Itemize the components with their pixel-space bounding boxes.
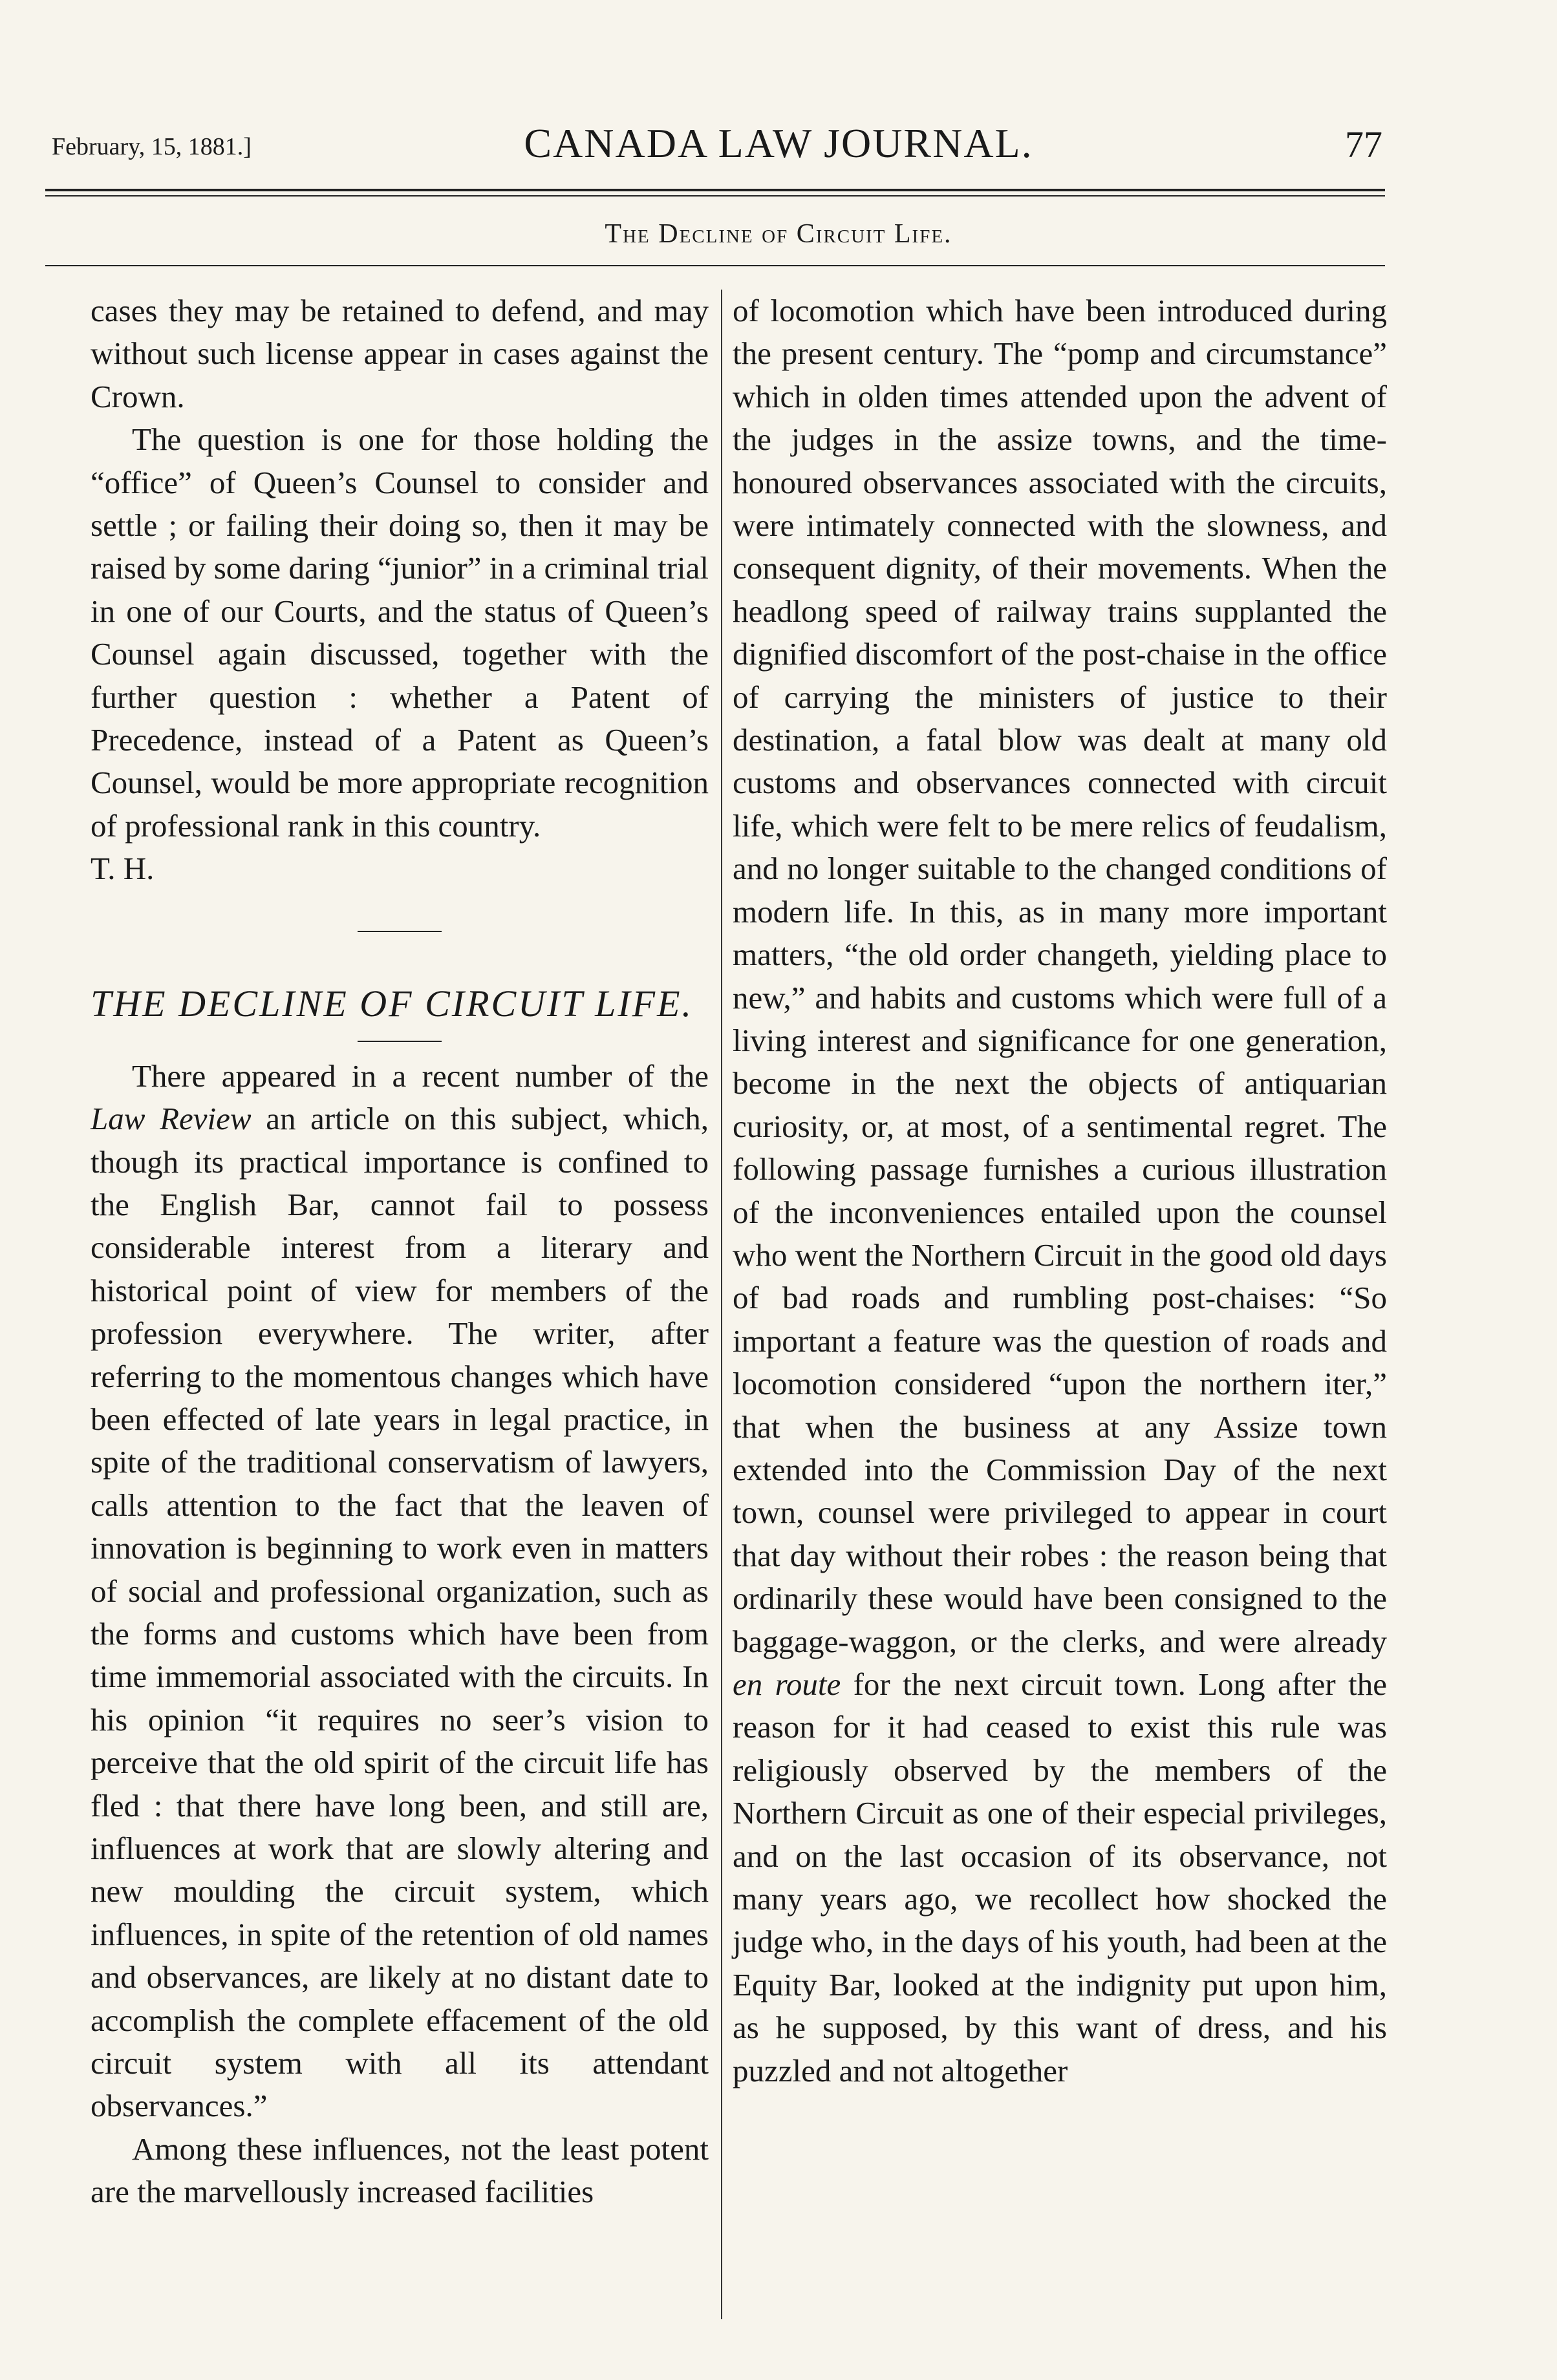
header-rule-thin bbox=[45, 195, 1385, 197]
left-column bbox=[91, 290, 709, 2214]
influences-paragraph: Among these influences, not the least potent are the marvellously increased facilities bbox=[91, 2130, 709, 2210]
column-divider bbox=[721, 290, 722, 2319]
right-column bbox=[733, 290, 1387, 2092]
continuation-paragraph: cases they may be retained to defend, and may without such license appear in cases against the Crown. bbox=[91, 293, 709, 414]
locomotion-text: of locomotion which have been introduced during the present century. The “pomp and circumstance” which in olden times attended upon the advent of the judges in the assize towns, and the time-honoured observances associated with the circuits, were intimately connected with the slowness, and consequent dignity, of their movements. When the headlong speed of railway trains supplanted the dignified discomfort of the post-chaise in the office of carrying the ministers of justice to their destination, a fatal blow was dealt at many old customs and observances connected with circuit life, which were felt to be mere relics of feudalism, and no longer suitable to the changed conditions of modern life. In this, as in many more important matters, “the old order changeth, yielding place to new,” and habits and customs which were full of a living interest and significance for one generation, become in the next the objects of antiquarian curiosity, or, at most, of a sentimental regret. The following passage furnishes a curious illustration of the inconveniences entailed upon the counsel who went the Northern Circuit in the good old days of bad roads and rumbling post-chaises: “So important a feature was the question of roads and locomotion considered “upon the northern iter,” that when the business at any Assize town extended into the Commission Day of the next town, counsel were privileged to appear in court that day without their robes : the reason being that ordinarily these would have been consigned to the baggage-waggon, or the clerks, and were already bbox=[733, 293, 1387, 1659]
journal-title: CANADA LAW JOURNAL. bbox=[524, 120, 1033, 166]
law-review-post: an article on this subject, which, though its practical importance is confined to the English Bar, cannot fail to possess considerable interest from a literary and historical point of view for members of the profession everywhere. The writer, after referring to the momentous changes which have been effected of late years in legal practice, in spite of the traditional conservatism of lawyers, calls attention to the fact that the leaven of innovation is beginning to work even in matters of social and professional organization, such as the forms and customs which have been from time immemorial associated with the circuits. In his opinion “it requires no seer’s vision to perceive that the old spirit of the circuit life has fled : that there have long been, and still are, influences at work that are slowly altering and new moulding the circuit system, which influences, in spite of the retention of old names and observances, are likely at no distant date to accomplish the complete effacement of the old circuit system with all its attendant observances.” bbox=[91, 1101, 709, 2124]
running-head-rule bbox=[45, 265, 1385, 266]
law-review-pre: There appeared in a recent number of the bbox=[132, 1057, 709, 1094]
en-route-italic: en route bbox=[733, 1666, 841, 1702]
locomotion-paragraph bbox=[733, 290, 1387, 2092]
header-rule-thick bbox=[45, 189, 1385, 191]
author-signature: T. H. bbox=[91, 851, 155, 887]
running-head: The Decline of Circuit Life. bbox=[605, 219, 952, 249]
issue-date: February, 15, 1881.] bbox=[52, 133, 252, 160]
queens-counsel-paragraph: The question is one for those holding the “office” of Queen’s Counsel to consider and settle ; or failing their doing so, then it may be raised by some daring “junior” in a criminal trial in one of our Courts, and the status of Queen’s Counsel again discussed, together with the further question : whether a Patent of Precedence, instead of a Patent as Queen’s Counsel, would be more appropriate recognition of professional rank in this country. bbox=[91, 421, 709, 844]
article-title: THE DECLINE OF CIRCUIT LIFE. bbox=[91, 982, 694, 1025]
page-number: 77 bbox=[1345, 123, 1382, 165]
law-review-paragraph bbox=[91, 1055, 709, 2128]
law-review-title: Law Review bbox=[91, 1101, 252, 1137]
locomotion-text-end: for the next circuit town. Long after the reason for it had ceased to exist this rule was religiously observed by the members of the Northern Circuit as one of their especial privileges, and on the last occasion of its observance, not many years ago, we recollect how shocked the judge who, in the days of his youth, had been at the Equity Bar, looked at the indignity put upon him, as he supposed, by this want of dress, and his puzzled and not altogether bbox=[733, 1666, 1387, 2088]
